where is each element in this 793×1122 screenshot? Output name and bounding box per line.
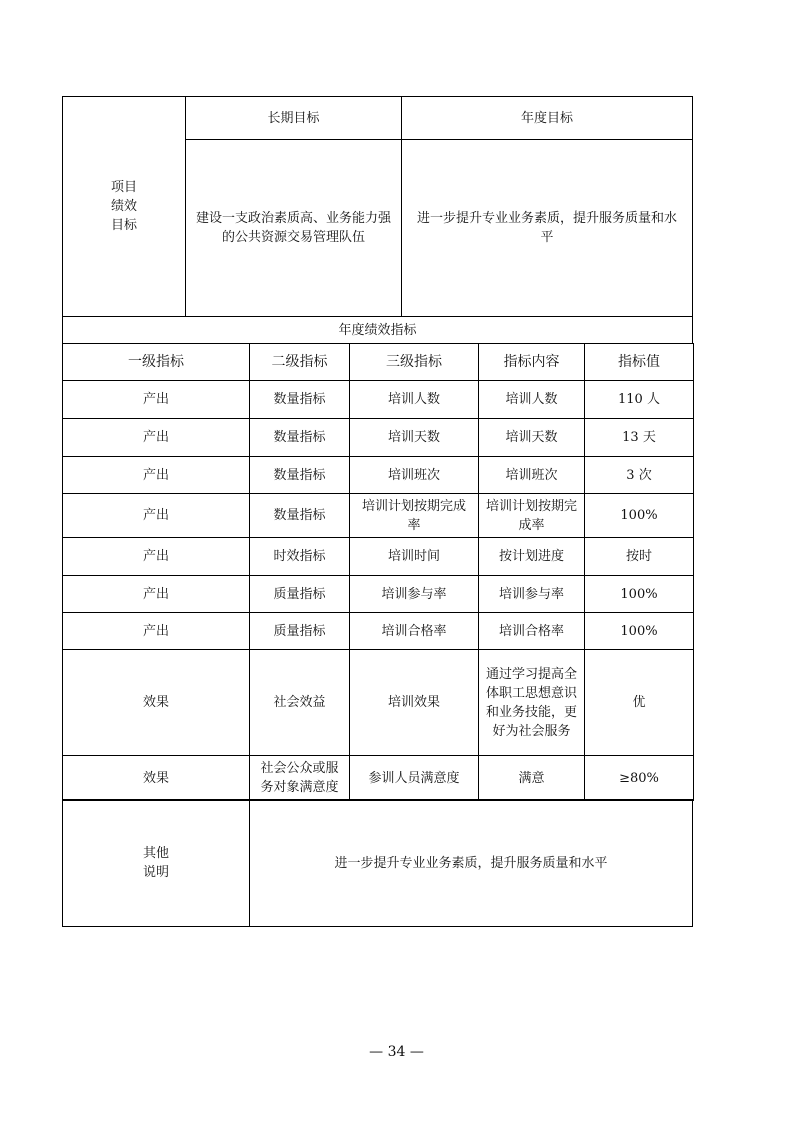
header-content: 指标内容 — [478, 343, 585, 381]
cell-value: 100% — [584, 575, 694, 613]
cell-level2: 数量指标 — [249, 418, 350, 457]
goal-label: 项目 绩效 目标 — [62, 96, 186, 317]
cell-content: 培训天数 — [478, 418, 585, 457]
cell-level2: 质量指标 — [249, 575, 350, 613]
annual-header: 年度目标 — [401, 96, 693, 140]
cell-level3: 培训天数 — [349, 418, 479, 457]
cell-value: 100% — [584, 612, 694, 650]
cell-level2: 数量指标 — [249, 493, 350, 538]
cell-level1: 产出 — [62, 493, 250, 538]
cell-value: 110 人 — [584, 380, 694, 419]
cell-level3: 培训合格率 — [349, 612, 479, 650]
cell-level1: 产出 — [62, 418, 250, 457]
cell-content: 满意 — [478, 755, 585, 801]
other-text: 进一步提升专业业务素质，提升服务质量和水平 — [249, 799, 693, 927]
cell-level2: 社会公众或服务对象满意度 — [249, 755, 350, 801]
cell-level3: 培训班次 — [349, 456, 479, 494]
page-number: — 34 — — [369, 1044, 424, 1060]
indicator-title: 年度绩效指标 — [62, 316, 693, 344]
cell-level1: 效果 — [62, 755, 250, 801]
cell-level1: 效果 — [62, 649, 250, 756]
cell-level3: 培训效果 — [349, 649, 479, 756]
cell-value: ≥80% — [584, 755, 694, 801]
cell-level2: 质量指标 — [249, 612, 350, 650]
cell-content: 按计划进度 — [478, 537, 585, 576]
long-term-text: 建设一支政治素质高、业务能力强的公共资源交易管理队伍 — [185, 139, 402, 317]
cell-level2: 社会效益 — [249, 649, 350, 756]
header-level1: 一级指标 — [62, 343, 250, 381]
cell-value: 优 — [584, 649, 694, 756]
cell-content: 通过学习提高全体职工思想意识和业务技能，更好为社会服务 — [478, 649, 585, 756]
header-level2: 二级指标 — [249, 343, 350, 381]
long-term-header: 长期目标 — [185, 96, 402, 140]
cell-level3: 培训计划按期完成率 — [349, 493, 479, 538]
cell-level2: 时效指标 — [249, 537, 350, 576]
cell-content: 培训计划按期完成率 — [478, 493, 585, 538]
cell-level1: 产出 — [62, 612, 250, 650]
header-level3: 三级指标 — [349, 343, 479, 381]
cell-level2: 数量指标 — [249, 380, 350, 419]
cell-level1: 产出 — [62, 380, 250, 419]
cell-level3: 培训时间 — [349, 537, 479, 576]
cell-value: 13 天 — [584, 418, 694, 457]
cell-value: 100% — [584, 493, 694, 538]
annual-text: 进一步提升专业业务素质，提升服务质量和水平 — [401, 139, 693, 317]
cell-level2: 数量指标 — [249, 456, 350, 494]
cell-content: 培训班次 — [478, 456, 585, 494]
cell-level3: 培训参与率 — [349, 575, 479, 613]
cell-content: 培训参与率 — [478, 575, 585, 613]
cell-value: 3 次 — [584, 456, 694, 494]
header-value: 指标值 — [584, 343, 694, 381]
other-label: 其他 说明 — [62, 799, 250, 927]
cell-level1: 产出 — [62, 537, 250, 576]
cell-content: 培训合格率 — [478, 612, 585, 650]
cell-level3: 培训人数 — [349, 380, 479, 419]
cell-value: 按时 — [584, 537, 694, 576]
cell-level1: 产出 — [62, 575, 250, 613]
cell-content: 培训人数 — [478, 380, 585, 419]
cell-level3: 参训人员满意度 — [349, 755, 479, 801]
cell-level1: 产出 — [62, 456, 250, 494]
